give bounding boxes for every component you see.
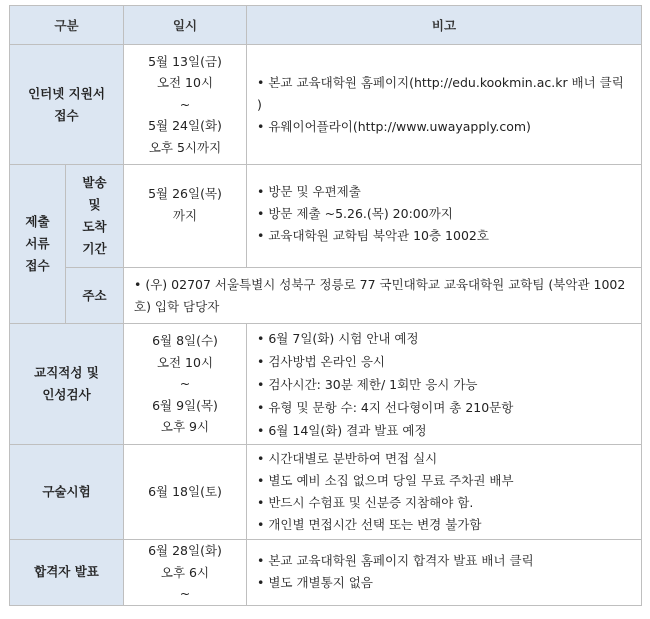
category-line: 제출	[25, 214, 50, 229]
row-submission-shipping	[10, 165, 642, 268]
header-date: 일시	[124, 6, 247, 45]
note-item: • 방문 제출 ~5.26.(목) 20:00까지	[257, 203, 641, 225]
date-line: 까지	[172, 207, 198, 223]
notes-result	[247, 540, 642, 606]
note-item: • 유형 및 문항 수: 4지 선다형이며 총 210문항	[257, 396, 641, 419]
date-line: 오후 5시까지	[148, 139, 222, 155]
address-text: • (우) 02707 서울특별시 성북구 정릉로 77 국민대학교 교육대학원 교학팀 (북악관 1002호) 입학 담당자	[134, 274, 641, 318]
notes-oral	[247, 445, 642, 540]
row-aptitude	[10, 324, 642, 445]
note-item: • 6월 7일(화) 시험 안내 예정	[257, 327, 641, 350]
note-item: • 교육대학원 교학팀 북악관 10층 1002호	[257, 225, 641, 247]
subcategory-line: 기간	[82, 241, 107, 256]
category-oral: 구술시험	[10, 445, 124, 540]
subcategory-line: 및	[88, 197, 101, 212]
row-oral	[10, 445, 642, 540]
schedule-table-wrapper	[9, 5, 642, 606]
note-item: • 별도 개별통지 없음	[257, 572, 641, 594]
category-aptitude	[10, 324, 124, 445]
category-line: 접수	[54, 107, 79, 123]
date-shipping	[124, 165, 247, 268]
date-line: 5월 26일(목)	[148, 186, 222, 201]
header-notes: 비고	[247, 6, 642, 45]
header-row	[10, 6, 642, 45]
row-submission-address	[10, 268, 642, 324]
date-line: 6월 9일(목)	[152, 397, 218, 413]
note-item: • 방문 및 우편제출	[257, 181, 641, 203]
note-item: • 시간대별로 분반하여 면접 실시	[257, 448, 641, 470]
category-line: 인성검사	[42, 387, 91, 402]
category-line: 서류	[25, 236, 50, 251]
category-line: 교직적성 및	[34, 365, 99, 380]
note-item: • 유웨이어플라이(http://www.uwayapply.com)	[257, 116, 641, 138]
note-item: • 본교 교육대학원 홈페이지(http://edu.kookmin.ac.kr 배너 클릭 )	[257, 72, 641, 116]
schedule-table	[9, 5, 642, 606]
date-internet	[124, 45, 247, 165]
address-cell	[124, 268, 642, 324]
date-aptitude	[124, 324, 247, 445]
date-line: 오전 10시	[156, 75, 214, 91]
note-item: • 반드시 수험표 및 신분증 지참해야 함.	[257, 492, 641, 514]
category-submission	[10, 165, 66, 324]
note-item: • 별도 예비 소집 없으며 당일 무료 주차권 배부	[257, 470, 641, 492]
date-line: 6월 8일(수)	[152, 333, 218, 349]
date-line: ~	[179, 586, 191, 601]
category-result: 합격자 발표	[10, 540, 124, 606]
subcategory-address: 주소	[66, 268, 124, 324]
subcategory-line: 도착	[82, 219, 107, 234]
date-line: 오전 10시	[156, 354, 214, 370]
subcategory-shipping	[66, 165, 124, 268]
subcategory-line: 발송	[82, 175, 107, 190]
note-item: • 검사방법 온라인 응시	[257, 350, 641, 373]
date-line: 오후 9시	[160, 419, 210, 435]
note-item: • 개인별 면접시간 선택 또는 변경 불가함	[257, 514, 641, 536]
date-result	[124, 540, 247, 606]
note-item: • 검사시간: 30분 제한/ 1회만 응시 가능	[257, 373, 641, 396]
notes-shipping	[247, 165, 642, 268]
notes-aptitude	[247, 324, 642, 445]
note-item: • 6월 14일(화) 결과 발표 예정	[257, 419, 641, 442]
category-line: 접수	[25, 258, 50, 273]
date-line: ~	[179, 96, 191, 112]
category-line: 인터넷 지원서	[28, 85, 105, 101]
header-category: 구분	[10, 6, 124, 45]
notes-internet	[247, 45, 642, 165]
date-line: 5월 13일(금)	[148, 53, 222, 69]
date-line: 6월 28일(화)	[148, 543, 222, 558]
date-line: 오후 6시	[160, 564, 210, 580]
row-internet	[10, 45, 642, 165]
category-internet	[10, 45, 124, 165]
note-item: • 본교 교육대학원 홈페이지 합격자 발표 배너 클릭	[257, 550, 641, 572]
date-line: ~	[179, 376, 191, 392]
date-oral: 6월 18일(토)	[124, 445, 247, 540]
row-result	[10, 540, 642, 606]
date-line: 5월 24일(화)	[148, 118, 222, 134]
